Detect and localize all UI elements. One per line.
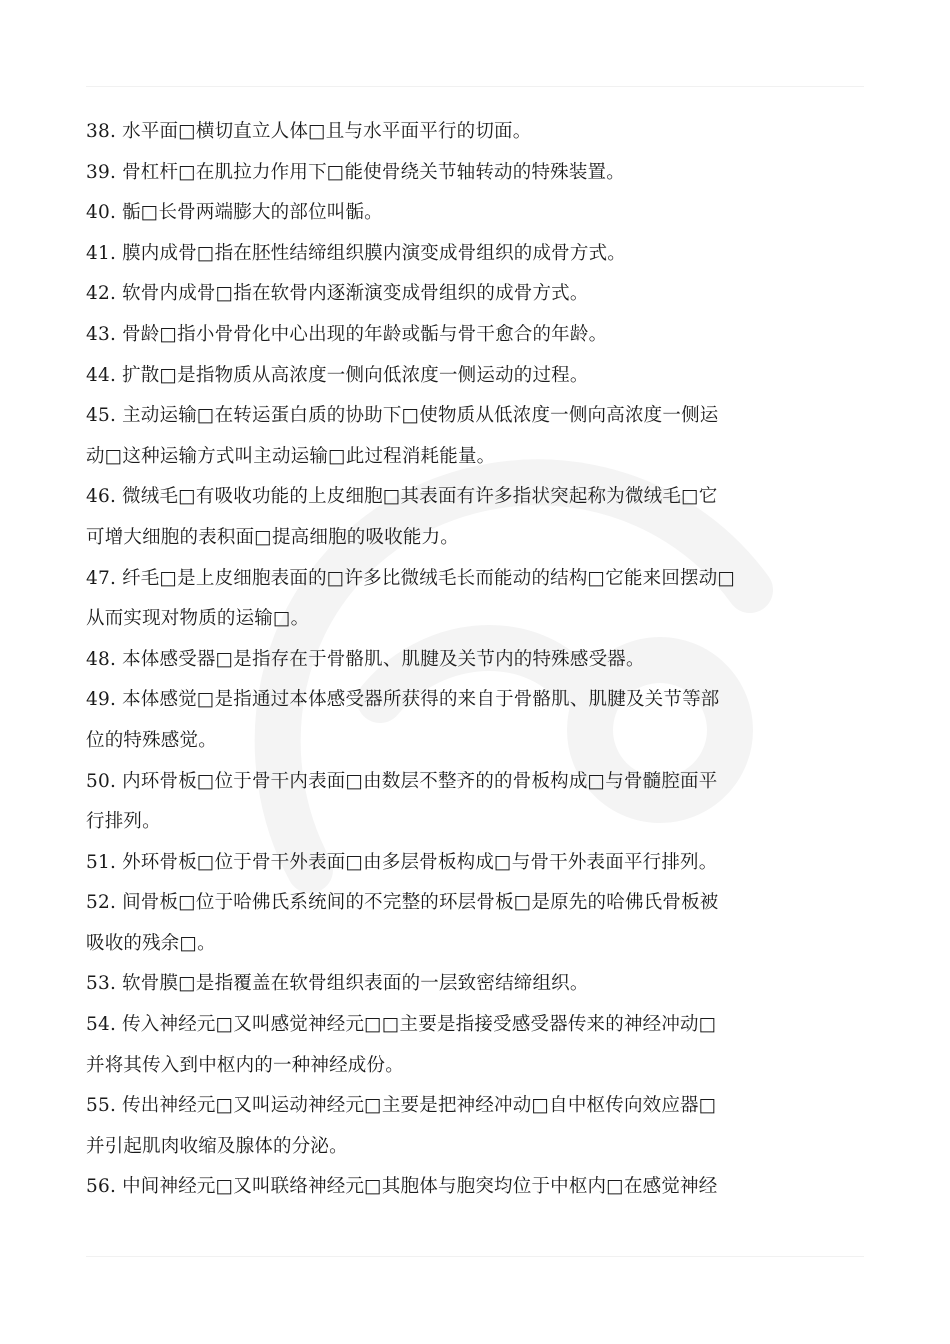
- text-line: 53. 软骨膜□是指覆盖在软骨组织表面的一层致密结缔组织。: [86, 973, 589, 995]
- text-line: 55. 传出神经元□又叫运动神经元□主要是把神经冲动□自中枢传向效应器□: [86, 1095, 717, 1117]
- text-line: 42. 软骨内成骨□指在软骨内逐渐演变成骨组织的成骨方式。: [86, 283, 589, 305]
- text-line: 43. 骨龄□指小骨骨化中心出现的年龄或骺与骨干愈合的年龄。: [86, 323, 608, 345]
- definition-list: [86, 112, 786, 1208]
- text-line: 44. 扩散□是指物质从高浓度一侧向低浓度一侧运动的过程。: [86, 364, 589, 386]
- text-line: 38. 水平面□横切直立人体□且与水平面平行的切面。: [86, 121, 532, 142]
- footer-rule: [86, 1256, 864, 1257]
- text-line: 39. 骨杠杆□在肌拉力作用下□能使骨绕关节轴转动的特殊装置。: [86, 161, 625, 183]
- text-line: 并将其传入到中枢内的一种神经成份。: [86, 1054, 404, 1076]
- text-line: 位的特殊感觉。: [86, 729, 217, 751]
- text-line: 吸收的残余□。: [86, 932, 216, 954]
- text-line: 可增大细胞的表积面□提高细胞的吸收能力。: [86, 526, 459, 548]
- text-line: 48. 本体感受器□是指存在于骨骼肌、肌腱及关节内的特殊感受器。: [86, 648, 645, 670]
- text-line: 行排列。: [86, 811, 161, 833]
- text-line: 51. 外环骨板□位于骨干外表面□由多层骨板构成□与骨干外表面平行排列。: [86, 851, 718, 873]
- text-line: 54. 传入神经元□又叫感觉神经元□□主要是指接受感受器传来的神经冲动□: [86, 1014, 717, 1036]
- text-line: 50. 内环骨板□位于骨干内表面□由数层不整齐的的骨板构成□与骨髓腔面平: [86, 770, 718, 792]
- header-rule: [86, 86, 864, 87]
- text-line: 41. 膜内成骨□指在胚性结缔组织膜内演变成骨组织的成骨方式。: [86, 242, 626, 264]
- text-line: 动□这种运输方式叫主动运输□此过程消耗能量。: [86, 445, 496, 467]
- text-line: 47. 纤毛□是上皮细胞表面的□许多比微绒毛长而能动的结构□它能来回摆动□: [86, 567, 736, 589]
- text-line: 56. 中间神经元□又叫联络神经元□其胞体与胞突均位于中枢内□在感觉神经: [86, 1176, 718, 1198]
- text-line: 46. 微绒毛□有吸收功能的上皮细胞□其表面有许多指状突起称为微绒毛□它: [86, 486, 718, 508]
- text-line: 并引起肌肉收缩及腺体的分泌。: [86, 1135, 348, 1157]
- text-line: 从而实现对物质的运输□。: [86, 608, 310, 630]
- text-line: 40. 骺□长骨两端膨大的部位叫骺。: [86, 202, 383, 224]
- text-line: 49. 本体感觉□是指通过本体感受器所获得的来自于骨骼肌、肌腱及关节等部: [86, 689, 720, 711]
- text-line: 52. 间骨板□位于哈佛氏系统间的不完整的环层骨板□是原先的哈佛氏骨板被: [86, 892, 719, 914]
- text-line: 45. 主动运输□在转运蛋白质的协助下□使物质从低浓度一侧向高浓度一侧运: [86, 405, 719, 427]
